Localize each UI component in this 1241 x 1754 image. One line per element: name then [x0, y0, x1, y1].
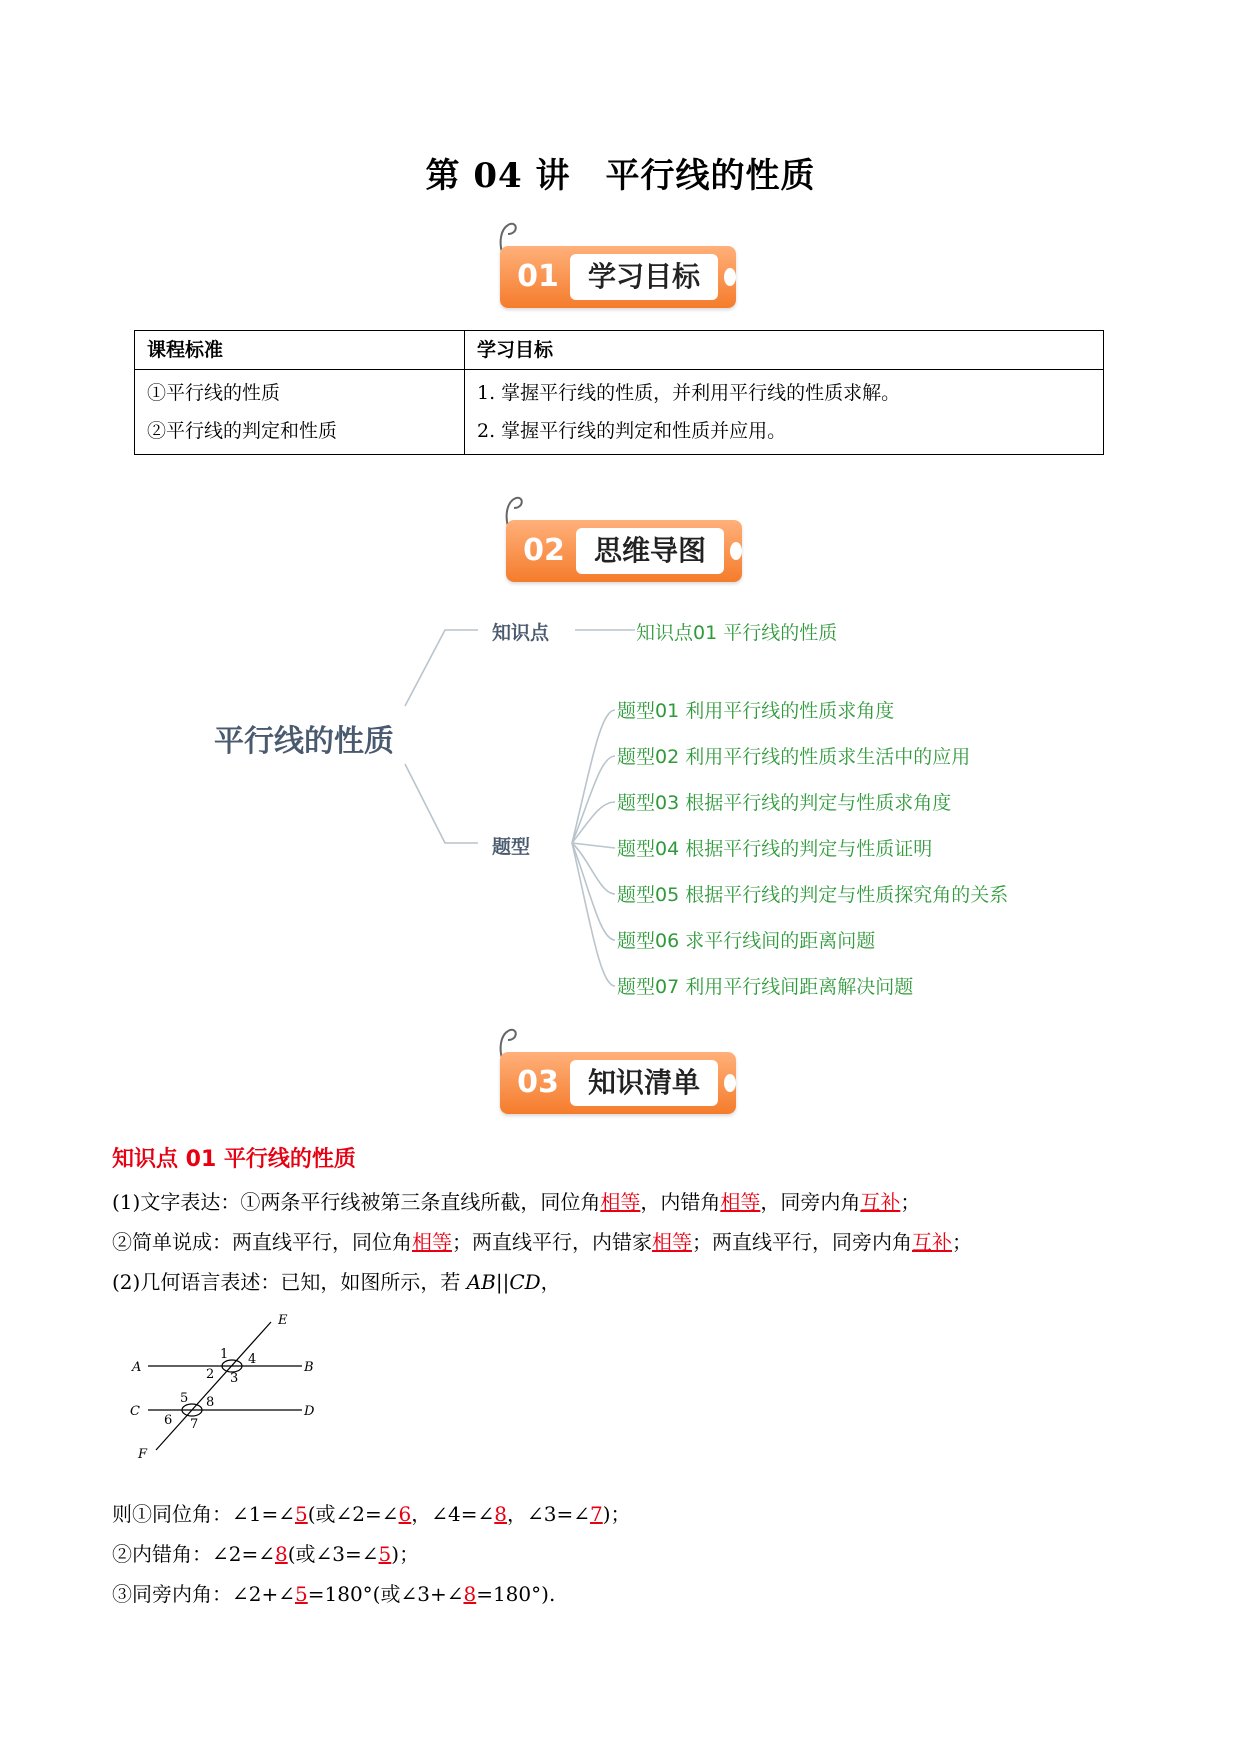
figure-label: 7 [190, 1417, 199, 1432]
section-label: 知识清单 [570, 1060, 718, 1106]
paragraph-alternate-angles: ②内错角：∠2=∠8(或∠3=∠5)； [112, 1542, 420, 1566]
paragraph-text-expression: (1)文字表达：①两条平行线被第三条直线所截，同位角相等，内错角相等，同旁内角互补； [112, 1190, 921, 1214]
figure-label: D [304, 1404, 315, 1419]
figure-label: 3 [230, 1371, 239, 1386]
section-number: 03 [517, 1065, 559, 1100]
answer-blank: 相等 [720, 1190, 761, 1214]
figure-label: 8 [206, 1395, 215, 1410]
page-title: 第 04 讲 平行线的性质 [425, 156, 816, 196]
mind-map-leaf: 题型04 根据平行线的判定与性质证明 [617, 838, 933, 860]
mind-map-leaf: 题型06 求平行线间的距离问题 [617, 930, 876, 952]
paragraph-interior-angles: ③同旁内角：∠2+∠5=180°(或∠3+∠8=180°). [112, 1582, 556, 1606]
figure-label: B [304, 1360, 314, 1375]
table-cell-goals [465, 370, 1104, 455]
answer-blank: 8 [463, 1582, 477, 1606]
parallel-lines-figure [126, 1310, 326, 1460]
mind-map-leaf: 题型07 利用平行线间距离解决问题 [617, 976, 914, 998]
mind-map-leaf: 题型02 利用平行线的性质求生活中的应用 [617, 746, 971, 768]
answer-blank: 互补 [860, 1190, 901, 1214]
goals-table [134, 330, 1104, 455]
answer-blank: 8 [275, 1542, 288, 1566]
figure-label: 6 [164, 1413, 173, 1428]
answer-blank: 相等 [652, 1230, 692, 1254]
mind-map-leaf: 题型01 利用平行线的性质求角度 [617, 700, 895, 722]
knowledge-point-title: 知识点 01 平行线的性质 [112, 1147, 356, 1172]
figure-label: E [278, 1313, 288, 1328]
section-banner-goals [500, 246, 740, 310]
figure-label: 4 [248, 1352, 257, 1367]
figure-label: F [138, 1447, 148, 1460]
mind-map [0, 600, 1241, 1010]
figure-label: A [132, 1360, 142, 1375]
paragraph-corresponding-angles: 则①同位角：∠1=∠5(或∠2=∠6，∠4=∠8，∠3=∠7)； [112, 1502, 631, 1526]
answer-blank: 互补 [912, 1230, 952, 1254]
paragraph-geometry-language: (2)几何语言表述：已知，如图所示，若 AB||CD， [112, 1270, 561, 1294]
goal-item: 2. 掌握平行线的判定和性质并应用。 [477, 420, 787, 442]
goal-item: 1. 掌握平行线的性质，并利用平行线的性质求解。 [477, 382, 901, 404]
mind-map-branch-types: 题型 [492, 836, 531, 858]
section-label: 学习目标 [570, 254, 718, 300]
mind-map-leaf: 题型03 根据平行线的判定与性质求角度 [617, 792, 952, 814]
standard-item: ①平行线的性质 [147, 382, 281, 404]
table-header-standard: 课程标准 [135, 331, 465, 370]
section-banner-knowledge [500, 1052, 740, 1116]
table-cell-standards [135, 370, 465, 455]
section-number: 01 [517, 259, 559, 294]
mind-map-root: 平行线的性质 [214, 724, 394, 759]
table-header-goal: 学习目标 [465, 331, 1104, 370]
answer-blank: 7 [590, 1502, 603, 1526]
answer-blank: 6 [398, 1502, 412, 1526]
answer-blank: 5 [295, 1502, 308, 1526]
answer-blank: 8 [494, 1502, 508, 1526]
mind-map-branch-knowledge: 知识点 [492, 622, 550, 644]
answer-blank: 相等 [600, 1190, 641, 1214]
figure-label: 2 [206, 1367, 215, 1382]
mind-map-leaf: 知识点01 平行线的性质 [636, 622, 838, 644]
figure-label: 1 [220, 1347, 229, 1362]
section-label: 思维导图 [576, 528, 724, 574]
answer-blank: 5 [295, 1582, 308, 1606]
answer-blank: 5 [378, 1542, 392, 1566]
figure-label: 5 [180, 1391, 189, 1406]
answer-blank: 相等 [412, 1230, 452, 1254]
section-number: 02 [523, 533, 565, 568]
section-banner-mindmap [506, 520, 746, 584]
paragraph-short-form: ②简单说成：两直线平行，同位角相等；两直线平行，内错家相等；两直线平行，同旁内角互补； [112, 1230, 972, 1254]
standard-item: ②平行线的判定和性质 [147, 420, 338, 442]
mind-map-leaf: 题型05 根据平行线的判定与性质探究角的关系 [617, 884, 1009, 906]
figure-label: C [130, 1404, 140, 1419]
